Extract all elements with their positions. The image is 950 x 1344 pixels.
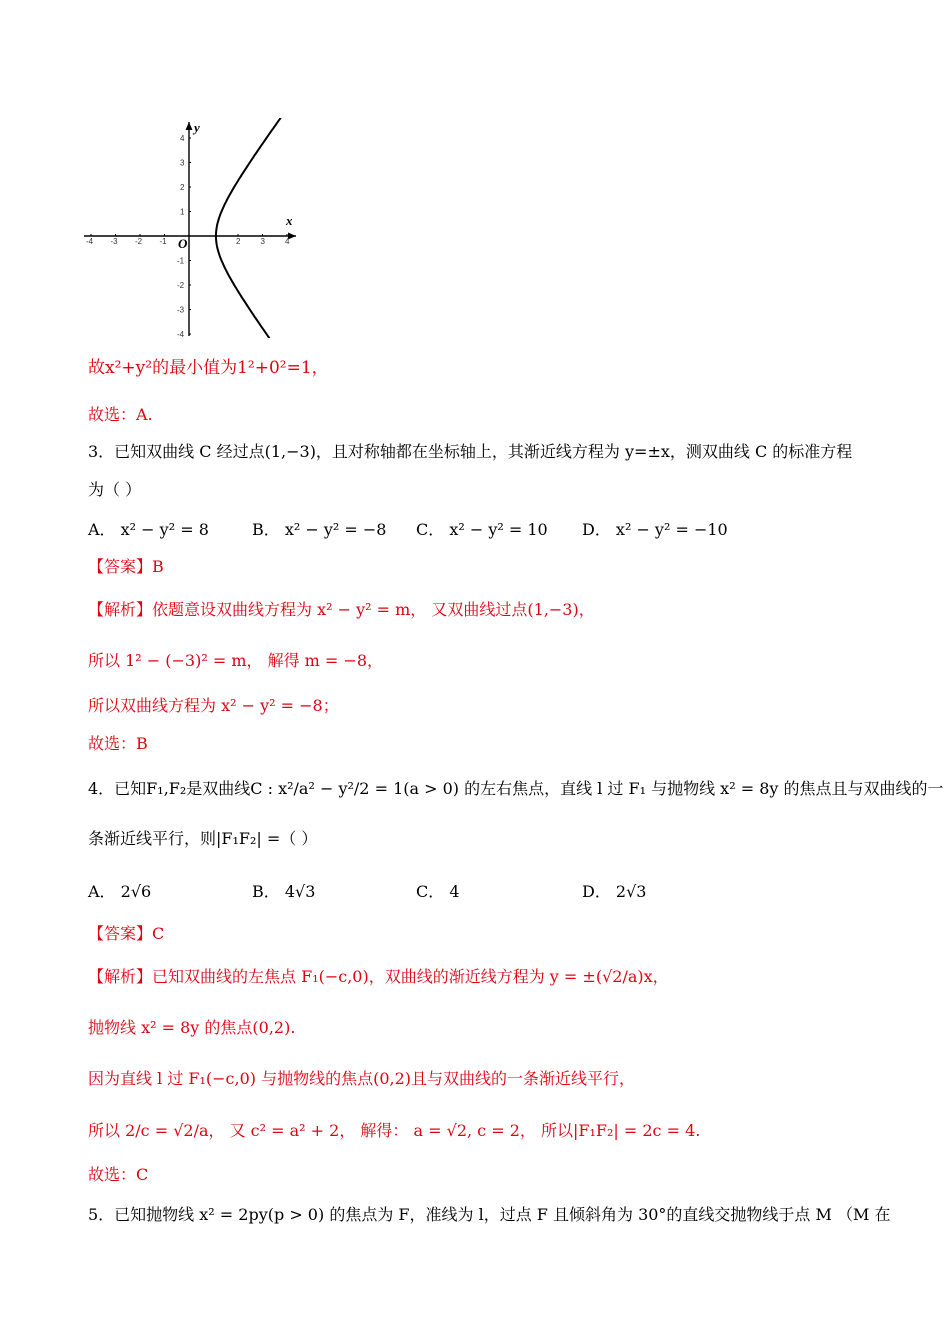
q3-option-c: C． x² − y² = 10: [416, 520, 548, 539]
origin-label: O: [178, 236, 188, 251]
y-axis-arrow: [186, 122, 193, 130]
q4-analysis-4: 所以 2/c = √2/a， 又 c² = a² + 2， 解得： a = √2, c = 2， 所以|F₁F₂| = 2c = 4.: [88, 1121, 701, 1140]
x-tick-label: 4: [285, 237, 290, 246]
x-tick-label: -4: [86, 237, 94, 246]
hyperbola-graph: [82, 118, 302, 338]
q3-option-a: A． x² − y² = 8: [88, 520, 209, 539]
q3-stem-2: 为（ ）: [88, 480, 142, 499]
x-tick-label: -3: [110, 237, 118, 246]
q4-analysis-1: 【解析】已知双曲线的左焦点 F₁(−c,0)，双曲线的渐近线方程为 y = ±(√2/a)x，: [88, 967, 669, 986]
x-tick-label: -2: [135, 237, 143, 246]
q5-stem-1: 5．已知抛物线 x² = 2py(p > 0) 的焦点为 F，准线为 l，过点 F 且倾斜角为 30°的直线交抛物线于点 M （M 在: [88, 1205, 891, 1224]
y-tick-label: 3: [180, 158, 185, 168]
q4-stem-2: 条渐近线平行，则|F₁F₂| =（ ）: [88, 829, 318, 848]
q3-answer: 【答案】B: [88, 557, 164, 576]
q4-option-d: D． 2√3: [582, 882, 647, 901]
y-tick-label: 2: [180, 183, 185, 192]
q3-analysis-2: 所以 1² − (−3)² = m， 解得 m = −8，: [88, 651, 384, 670]
q3-analysis-1: 【解析】依题意设双曲线方程为 x² − y² = m， 又双曲线过点(1,−3)，: [88, 600, 595, 619]
q4-option-a: A． 2√6: [88, 882, 152, 901]
q4-analysis-2: 抛物线 x² = 8y 的焦点(0,2).: [88, 1018, 296, 1037]
y-tick-label: -2: [177, 281, 185, 290]
q3-option-d: D． x² − y² = −10: [582, 520, 728, 539]
y-tick-label: 1: [180, 207, 185, 217]
q4-stem-1: 4．已知F₁,F₂是双曲线C : x²/a² − y²/2 = 1(a > 0) 的左右焦点，直线 l 过 F₁ 与抛物线 x² = 8y 的焦点且与双曲线的一: [88, 779, 944, 798]
q3-option-b: B． x² − y² = −8: [252, 520, 387, 539]
q4-option-c: C． 4: [416, 882, 460, 901]
y-axis-label: y: [194, 120, 200, 135]
q3-choose: 故选：B: [88, 734, 148, 753]
q4-answer: 【答案】C: [88, 924, 165, 943]
x-tick-label: 3: [260, 237, 265, 246]
x-tick-label: 2: [236, 237, 241, 246]
x-axis-label: x: [286, 213, 293, 228]
q3-analysis-3: 所以双曲线方程为 x² − y² = −8；: [88, 696, 339, 715]
q2-choose: 故选：A.: [88, 405, 153, 424]
hyperbola-branch: [216, 118, 282, 338]
q4-choose: 故选：C: [88, 1165, 149, 1184]
y-tick-label: -1: [177, 256, 185, 266]
q3-stem-1: 3．已知双曲线 C 经过点(1,−3)，且对称轴都在坐标轴上，其渐近线方程为 y=±x，测双曲线 C 的标准方程: [88, 442, 853, 461]
y-tick-label: 4: [180, 134, 185, 143]
y-tick-label: -3: [177, 305, 185, 315]
x-tick-label: -1: [159, 237, 167, 246]
y-tick-label: -4: [177, 330, 185, 338]
q2-min-value: 故x²+y²的最小值为1²+0²=1，: [88, 358, 329, 378]
q4-analysis-3: 因为直线 l 过 F₁(−c,0) 与抛物线的焦点(0,2)且与双曲线的一条渐近线平行，: [88, 1069, 636, 1088]
q4-option-b: B． 4√3: [252, 882, 316, 901]
